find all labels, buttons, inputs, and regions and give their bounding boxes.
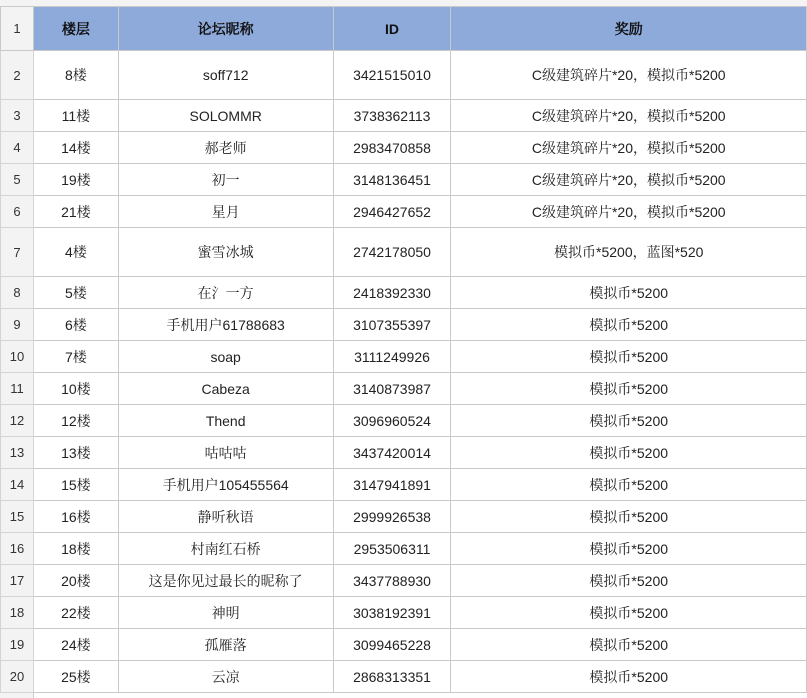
cell-id[interactable]: 3038192391 (333, 597, 451, 629)
cell-nickname[interactable]: soap (118, 341, 333, 373)
cell-id[interactable]: 2868313351 (333, 661, 451, 693)
row-number[interactable]: 14 (1, 469, 34, 501)
table-row (1, 597, 807, 629)
cell-nickname[interactable]: 星月 (118, 196, 333, 228)
row-number[interactable]: 20 (1, 661, 34, 693)
cell-nickname[interactable]: 神明 (118, 597, 333, 629)
cell-floor[interactable]: 20楼 (33, 565, 118, 597)
row-number[interactable]: 4 (1, 132, 34, 164)
cell-id[interactable]: 2953506311 (333, 533, 451, 565)
row-number[interactable]: 1 (1, 7, 34, 51)
cell-nickname[interactable]: soff712 (118, 51, 333, 100)
cell-reward[interactable]: 模拟币*5200 (451, 661, 807, 693)
header-id[interactable]: ID (333, 7, 451, 51)
cell-nickname[interactable]: 咕咕咕 (118, 437, 333, 469)
cell-floor[interactable]: 18楼 (33, 533, 118, 565)
table-row (1, 51, 807, 100)
cell-floor[interactable]: 19楼 (33, 164, 118, 196)
row-number[interactable]: 6 (1, 196, 34, 228)
cell-id[interactable]: 2983470858 (333, 132, 451, 164)
row-number[interactable]: 5 (1, 164, 34, 196)
cell-reward[interactable]: 模拟币*5200，蓝图*520 (451, 228, 807, 277)
cell-id[interactable]: 3111249926 (333, 341, 451, 373)
cell-nickname[interactable]: 孤雁落 (118, 629, 333, 661)
cell-id[interactable]: 2742178050 (333, 228, 451, 277)
cell-nickname[interactable]: Thend (118, 405, 333, 437)
cell-reward[interactable]: 模拟币*5200 (451, 373, 807, 405)
cell-reward[interactable]: C级建筑碎片*20，模拟币*5200 (451, 196, 807, 228)
cell-floor[interactable]: 8楼 (33, 51, 118, 100)
spreadsheet-table (0, 6, 807, 693)
cell-id[interactable]: 2999926538 (333, 501, 451, 533)
table-row (1, 100, 807, 132)
cell-reward[interactable]: 模拟币*5200 (451, 277, 807, 309)
row-number[interactable]: 19 (1, 629, 34, 661)
cell-floor[interactable]: 7楼 (33, 341, 118, 373)
table-row (1, 405, 807, 437)
table-row (1, 132, 807, 164)
cell-id[interactable]: 3096960524 (333, 405, 451, 437)
table-row (1, 565, 807, 597)
cell-floor[interactable]: 5楼 (33, 277, 118, 309)
cell-nickname[interactable]: 初一 (118, 164, 333, 196)
cell-id[interactable]: 3421515010 (333, 51, 451, 100)
header-row (1, 7, 807, 51)
cell-reward[interactable]: C级建筑碎片*20，模拟币*5200 (451, 100, 807, 132)
cell-id[interactable]: 3140873987 (333, 373, 451, 405)
row-number[interactable]: 10 (1, 341, 34, 373)
cell-id[interactable]: 3148136451 (333, 164, 451, 196)
row-number[interactable]: 11 (1, 373, 34, 405)
row-number[interactable]: 9 (1, 309, 34, 341)
cell-nickname[interactable]: 手机用户61788683 (118, 309, 333, 341)
row-number[interactable]: 17 (1, 565, 34, 597)
cell-nickname[interactable]: 云凉 (118, 661, 333, 693)
header-nickname[interactable]: 论坛昵称 (118, 7, 333, 51)
cell-id[interactable]: 2418392330 (333, 277, 451, 309)
row-number[interactable]: 3 (1, 100, 34, 132)
table-row (1, 501, 807, 533)
cell-reward[interactable]: C级建筑碎片*20，模拟币*5200 (451, 132, 807, 164)
cell-floor[interactable]: 13楼 (33, 437, 118, 469)
cell-id[interactable]: 2946427652 (333, 196, 451, 228)
cell-reward[interactable]: 模拟币*5200 (451, 629, 807, 661)
cell-floor[interactable]: 25楼 (33, 661, 118, 693)
cell-floor[interactable]: 10楼 (33, 373, 118, 405)
cell-nickname[interactable]: Cabeza (118, 373, 333, 405)
cell-id[interactable]: 3099465228 (333, 629, 451, 661)
cell-reward[interactable]: 模拟币*5200 (451, 533, 807, 565)
cell-nickname[interactable]: 郝老师 (118, 132, 333, 164)
cell-floor[interactable]: 11楼 (33, 100, 118, 132)
row-number[interactable]: 2 (1, 51, 34, 100)
cell-reward[interactable]: 模拟币*5200 (451, 501, 807, 533)
cell-reward[interactable]: 模拟币*5200 (451, 405, 807, 437)
cell-nickname[interactable]: 静听秋语 (118, 501, 333, 533)
table-row (1, 277, 807, 309)
row-number[interactable]: 7 (1, 228, 34, 277)
header-floor[interactable]: 楼层 (33, 7, 118, 51)
table-row (1, 228, 807, 277)
cell-id[interactable]: 3147941891 (333, 469, 451, 501)
cell-floor[interactable]: 14楼 (33, 132, 118, 164)
cell-floor[interactable]: 15楼 (33, 469, 118, 501)
table-row (1, 469, 807, 501)
header-reward[interactable]: 奖励 (451, 7, 807, 51)
row-number[interactable]: 12 (1, 405, 34, 437)
cell-floor[interactable]: 21楼 (33, 196, 118, 228)
row-number[interactable]: 18 (1, 597, 34, 629)
cell-nickname[interactable]: 手机用户105455564 (118, 469, 333, 501)
table-row (1, 341, 807, 373)
cell-id[interactable]: 3437420014 (333, 437, 451, 469)
table-row (1, 437, 807, 469)
table-row (1, 309, 807, 341)
row-number[interactable]: 8 (1, 277, 34, 309)
cell-floor[interactable]: 4楼 (33, 228, 118, 277)
table-row (1, 164, 807, 196)
cell-reward[interactable]: 模拟币*5200 (451, 597, 807, 629)
cell-id[interactable]: 3738362113 (333, 100, 451, 132)
cell-reward[interactable]: 模拟币*5200 (451, 565, 807, 597)
cell-nickname[interactable]: SOLOMMR (118, 100, 333, 132)
row-number[interactable]: 15 (1, 501, 34, 533)
cell-reward[interactable]: 模拟币*5200 (451, 437, 807, 469)
cell-nickname[interactable]: 蜜雪冰城 (118, 228, 333, 277)
cell-floor[interactable]: 6楼 (33, 309, 118, 341)
cell-floor[interactable]: 24楼 (33, 629, 118, 661)
cell-reward[interactable]: 模拟币*5200 (451, 341, 807, 373)
cell-nickname[interactable]: 在氵一方 (118, 277, 333, 309)
cell-reward[interactable]: 模拟币*5200 (451, 309, 807, 341)
table-row (1, 373, 807, 405)
row-number[interactable]: 16 (1, 533, 34, 565)
table-row (1, 629, 807, 661)
row-number[interactable]: 13 (1, 437, 34, 469)
cell-reward[interactable]: C级建筑碎片*20，模拟币*5200 (451, 164, 807, 196)
cell-nickname[interactable]: 这是你见过最长的昵称了 (118, 565, 333, 597)
cell-nickname[interactable]: 村南红石桥 (118, 533, 333, 565)
cell-floor[interactable]: 16楼 (33, 501, 118, 533)
cell-floor[interactable]: 22楼 (33, 597, 118, 629)
table-row (1, 661, 807, 693)
table-row (1, 196, 807, 228)
cell-id[interactable]: 3107355397 (333, 309, 451, 341)
cell-floor[interactable]: 12楼 (33, 405, 118, 437)
cell-reward[interactable]: C级建筑碎片*20，模拟币*5200 (451, 51, 807, 100)
table-row (1, 533, 807, 565)
cell-id[interactable]: 3437788930 (333, 565, 451, 597)
cell-reward[interactable]: 模拟币*5200 (451, 469, 807, 501)
